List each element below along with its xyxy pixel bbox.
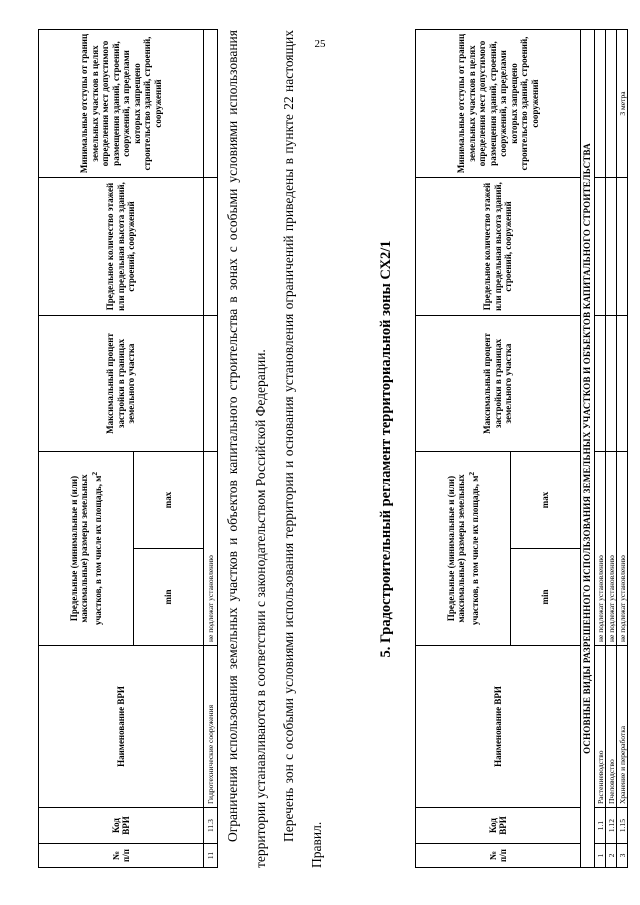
cell-setback xyxy=(595,30,606,178)
cell-name: Пчеловодство xyxy=(606,646,617,808)
header-percent: Максимальный процент застройки в границах земельного участка xyxy=(416,316,581,452)
section-heading: 5. Градостроительный регламент территориальной зоны СХ2/1 xyxy=(378,240,394,658)
cell-num: 3 xyxy=(617,844,628,868)
cell-percent xyxy=(606,316,617,452)
header-code: Код ВРИ xyxy=(39,808,204,844)
header-percent: Максимальный процент застройки в границах земельного участка xyxy=(39,316,204,452)
cell-floors xyxy=(606,178,617,316)
cell-percent xyxy=(595,316,606,452)
cell-name: Хранение и переработка xyxy=(617,646,628,808)
table-row xyxy=(204,30,218,868)
cell-code: 11.3 xyxy=(204,808,218,844)
cell-floors xyxy=(595,178,606,316)
cell-percent xyxy=(204,316,218,452)
restrictions-paragraph xyxy=(219,30,331,868)
cell-setback xyxy=(606,30,617,178)
header-setbacks: Минимальные отступы от границ земельных участков в целях определения мест допустимого размещения зданий, строений, сооружений, за пределами которых запрещено строительство зданий, строений, сооружений xyxy=(416,30,581,178)
header-code: Код ВРИ xyxy=(416,808,581,844)
section-title: ОСНОВНЫЕ ВИДЫ РАЗРЕШЕННОГО ИСПОЛЬЗОВАНИЯ ЗЕМЕЛЬНЫХ УЧАСТКОВ И ОБЪЕКТОВ КАПИТАЛЬНОГО СТРОИТЕЛЬСТВА xyxy=(581,30,595,868)
table-row xyxy=(595,30,606,868)
rotated-page-content xyxy=(38,30,633,868)
cell-num: 11 xyxy=(204,844,218,868)
paragraph-line: Ограничения использования земельных участков и объектов капитального строительства в зонах с особыми условиями использования территории устанавливаются в соответствии с законодательством Российской Федерации. xyxy=(225,30,268,868)
header-name: Наименование ВРИ xyxy=(416,646,581,808)
cell-area-value: не подлежат установлению xyxy=(204,452,218,646)
cell-num: 1 xyxy=(595,844,606,868)
header-area: Предельные (минимальные и (или) максимальные) размеры земельных участков, в том числе их площадь, $м^2$ xyxy=(416,452,511,646)
cell-setback xyxy=(204,30,218,178)
cell-code: 1.12 xyxy=(606,808,617,844)
regulation-table-continued xyxy=(38,29,218,868)
cell-percent xyxy=(617,316,628,452)
section-row xyxy=(581,30,595,868)
page-number: 25 xyxy=(314,38,326,50)
cell-name: Растениеводство xyxy=(595,646,606,808)
cell-code: 1.15 xyxy=(617,808,628,844)
cell-area-value: не подлежат установлению xyxy=(606,452,617,646)
cell-name: Гидротехнические сооружения xyxy=(204,646,218,808)
header-max: max xyxy=(134,452,204,549)
header-floors: Предельное количество этажей или предельная высота зданий, строений, сооружений xyxy=(39,178,204,316)
cell-setback: 3 метра xyxy=(617,30,628,178)
header-num: № п/п xyxy=(416,844,581,868)
header-name: Наименование ВРИ xyxy=(39,646,204,808)
cell-floors xyxy=(617,178,628,316)
cell-num: 2 xyxy=(606,844,617,868)
table-row xyxy=(617,30,628,868)
paragraph-line: Перечень зон с особыми условиями использования территории и основания установления ограничений приведены в пункте 22 настоящих Правил. xyxy=(281,30,324,868)
header-setbacks: Минимальные отступы от границ земельных участков в целях определения мест допустимого размещения зданий, строений, сооружений, за пределами которых запрещено строительство зданий, строений, сооружений xyxy=(39,30,204,178)
regulation-table-sx2 xyxy=(415,29,628,868)
cell-floors xyxy=(204,178,218,316)
header-min: min xyxy=(134,549,204,646)
cell-code: 1.1 xyxy=(595,808,606,844)
header-area: Предельные (минимальные и (или) максимальные) размеры земельных участков, в том числе их площадь, $м^2$ xyxy=(39,452,134,646)
cell-area-value: не подлежат установлению xyxy=(617,452,628,646)
cell-area-value: не подлежат установлению xyxy=(595,452,606,646)
table-row xyxy=(606,30,617,868)
header-floors: Предельное количество этажей или предельная высота зданий, строений, сооружений xyxy=(416,178,581,316)
header-num: № п/п xyxy=(39,844,204,868)
header-max: max xyxy=(511,452,581,549)
header-min: min xyxy=(511,549,581,646)
